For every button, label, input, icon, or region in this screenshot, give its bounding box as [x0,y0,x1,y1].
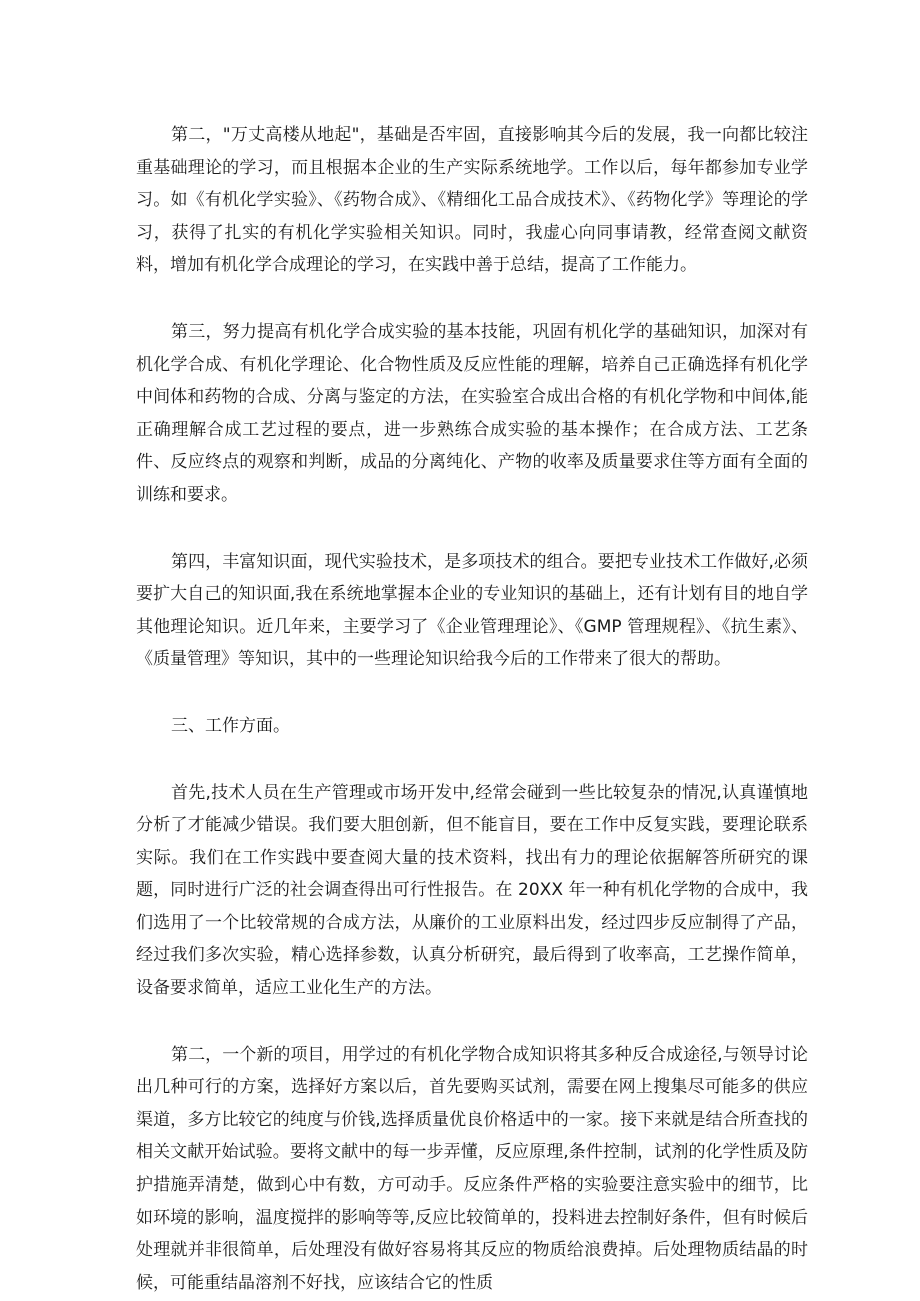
paragraph-gap [136,512,808,546]
paragraph-gap [136,1005,808,1039]
document-page [136,119,808,1299]
paragraph-synthesis-skills: 第三，努力提高有机化学合成实验的基本技能，巩固有机化学的基础知识，加深对有机化学合成、有机化学理论、化合物性质及反应性能的理解，培养自己正确选择有机化学中间体和药物的合成、分离与鉴定的方法，在实验室合成出合格的有机化学物和中间体,能正确理解合成工艺过程的要点，进一步熟练合成实验的基本操作；在合成方法、工艺条件、反应终点的观察和判断，成品的分离纯化、产物的收率及质量要求住等方面有全面的训练和要求。 [136,321,808,505]
paragraph-gap [136,282,808,316]
section-heading-work: 三、工作方面。 [171,715,290,736]
paragraph-gap [136,743,808,777]
paragraph-first-practice: 首先,技术人员在生产管理或市场开发中,经常会碰到一些比较复杂的情况,认真谨慎地分析了才能减少错误。我们要大胆创新，但不能盲目，要在工作中反复实践，要理论联系实际。我们在工作实践中要查阅大量的技术资料，找出有力的理论依据解答所研究的课题，同时进行广泛的社会调查得出可行性报告。在 20XX 年一种有机化学物的合成中，我们选用了一个比较常规的合成方法，从廉价的工业原料出发，经过四步反应制得了产品，经过我们多次实验，精心选择参数，认真分析研究，最后得到了收率高，工艺操作简单，设备要求简单，适应工业化生产的方法。 [136,782,808,999]
paragraph-basic-theory: 第二，"万丈高楼从地起"，基础是否牢固，直接影响其今后的发展，我一向都比较注重基础理论的学习，而且根据本企业的生产实际系统地学。工作以后，每年都参加专业学习。如《有机化学实验》、《药物合成》、《精细化工品合成技术》、《药物化学》等理论的学习，获得了扎实的有机化学实验相关知识。同时，我虚心向同事请教，经常查阅文献资料，增加有机化学合成理论的学习，在实践中善于总结，提高了工作能力。 [136,125,808,276]
paragraph-gap [136,676,808,710]
paragraph-knowledge: 第四，丰富知识面，现代实验技术，是多项技术的组合。要把专业技术工作做好,必须要扩大自己的知识面,我在系统地掌握本企业的专业知识的基础上，还有计划有目的地自学其他理论知识。近几年来，主要学习了《企业管理理论》、《GMP 管理规程》、《抗生素》、《质量管理》等知识，其中的一些理论知识给我今后的工作带来了很大的帮助。 [136,551,808,670]
paragraph-new-project: 第二，一个新的项目，用学过的有机化学物合成知识将其多种反合成途径,与领导讨论出几种可行的方案，选择好方案以后，首先要购买试剂，需要在网上搜集尽可能多的供应渠道，多方比较它的纯度与价钱,选择质量优良价格适中的一家。接下来就是结合所查找的相关文献开始试验。要将文献中的每一步弄懂，反应原理,条件控制，试剂的化学性质及防护措施弄清楚，做到心中有数，方可动手。反应条件严格的实验要注意实验中的细节，比如环境的影响，温度搅拌的影响等等,反应比较简单的，投料进去控制好条件，但有时候后处理就并非很简单，后处理没有做好容易将其反应的物质给浪费掉。后处理物质结晶的时候，可能重结晶溶剂不好找，应该结合它的性质 [136,1044,808,1293]
